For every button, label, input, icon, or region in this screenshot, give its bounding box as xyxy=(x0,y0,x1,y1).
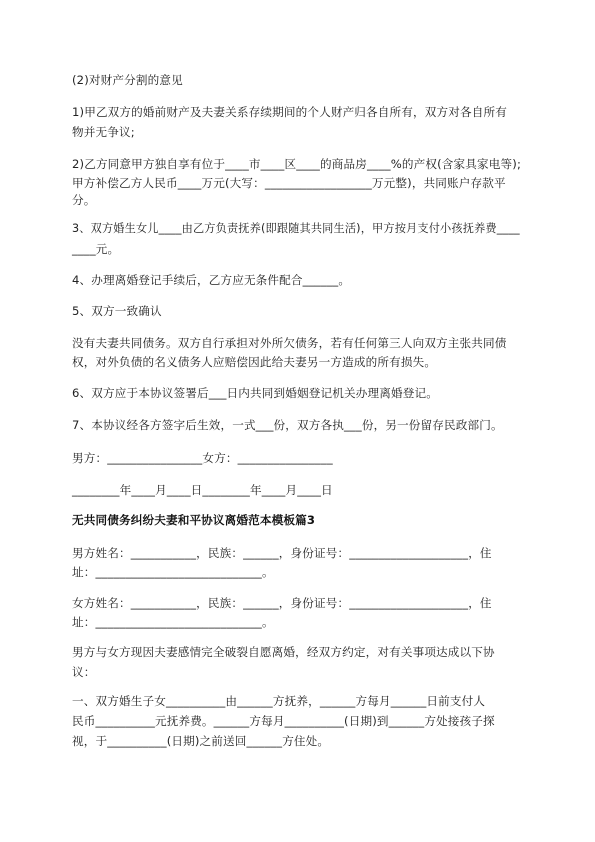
text-line: 议： xyxy=(72,665,96,679)
text-line: 分。 xyxy=(72,193,96,207)
text-line: 民币__________元抚养费。______方每月__________(日期)到______方处接孩子探 xyxy=(72,714,495,728)
text-line: 甲方补偿乙方人民币____万元(大写：__________________万元整)，共同账户存款平 xyxy=(72,176,506,190)
text-line: 物并无争议; xyxy=(72,125,135,139)
text-line: 址：____________________________。 xyxy=(72,615,274,629)
text-line: 女方姓名：___________，民族：______，身份证号：____________________，住 xyxy=(72,596,492,610)
text-line: 2)乙方同意甲方独自享有位于____市____区____的商品房____%的产权(含家具家电等); xyxy=(72,157,522,171)
text-line: 权，对外负债的名义债务人应赔偿因此给夫妻另一方造成的所有损失。 xyxy=(72,355,437,369)
section-heading: 无共同债务纠纷夫妻和平协议离婚范本模板篇3 xyxy=(72,513,316,527)
text-line: 5、双方一致确认 xyxy=(72,304,162,318)
text-line: 男方与女方现因夫妻感情完全破裂自愿离婚，经双方约定，对有关事项达成以下协 xyxy=(72,645,495,659)
text-line: (2)对财产分割的意见 xyxy=(72,73,183,87)
text-line: 6、双方应于本协议签署后___日内共同到婚姻登记机关办理离婚登记。 xyxy=(72,386,438,400)
text-line: 址：____________________________。 xyxy=(72,565,274,579)
text-line: 一、双方婚生子女__________由______方抚养，______方每月______日前支付人 xyxy=(72,694,486,708)
text-line: 视，于__________(日期)之前送回______方住处。 xyxy=(72,734,330,748)
date-line: ________年____月____日________年____月____日 xyxy=(72,483,333,497)
text-line: 没有夫妻共同债务。双方自行承担对外所欠债务，若有任何第三人向双方主张共同债 xyxy=(72,336,507,350)
text-line: 3、双方婚生女儿____由乙方负责抚养(即跟随其共同生活)，甲方按月支付小孩抚养费____ xyxy=(72,222,520,235)
text-line: 7、本协议经各方签字后生效，一式___份，双方各执___份，另一份留存民政部门。 xyxy=(72,418,503,432)
text-line: 1)甲乙双方的婚前财产及夫妻关系存续期间的个人财产归各自所有，双方对各自所有 xyxy=(72,105,507,119)
text-line: ____元。 xyxy=(72,242,120,256)
text-line: 4、办理离婚登记手续后，乙方应无条件配合______。 xyxy=(72,273,351,287)
signature-line: 男方：________________女方：________________ xyxy=(72,451,333,465)
text-line: 男方姓名：___________，民族：______，身份证号：____________________，住 xyxy=(72,546,492,560)
